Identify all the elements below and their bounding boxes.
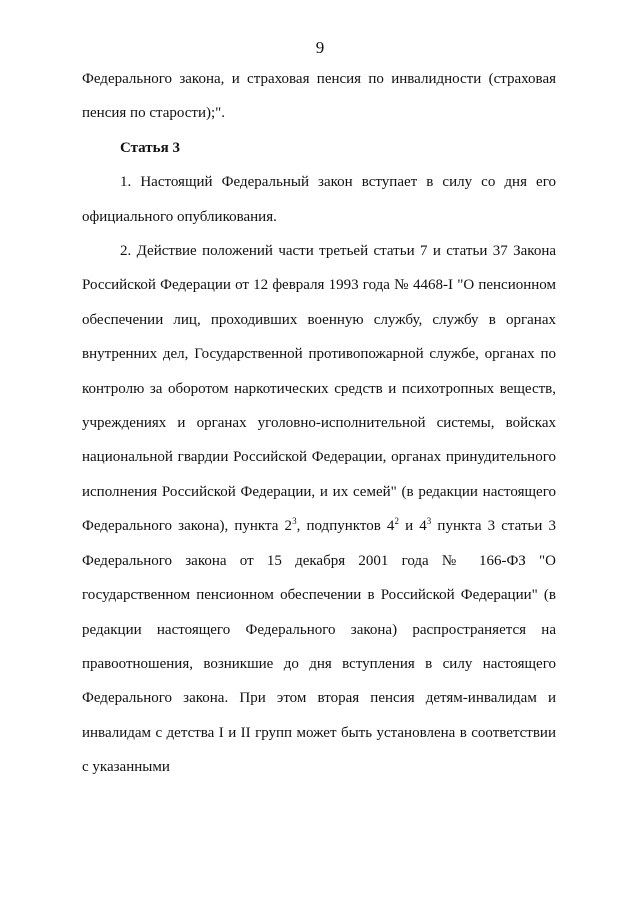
- paragraph-2-text-b: , подпунктов 4: [296, 518, 395, 535]
- paragraph-1: 1. Настоящий Федеральный закон вступает в силу со дня его официального опубликования.: [82, 174, 556, 225]
- paragraph-2-text-c: и 4: [398, 518, 427, 535]
- page-number: 9: [315, 38, 325, 57]
- paragraph-2-text-a: 2. Действие положений части третьей статьи 7 и статьи 37 Закона Российской Федерации от 12 февраля 1993 года № 4468-I "О пенсионном обеспечении лиц, проходивших военную службу, службу в органах внутренних дел, Государственной противопожарной службе, органах по контролю за оборотом наркотических средств и психотропных веществ, учреждениях и органах уголовно-исполнительной системы, войсках национальной гвардии Российской Федерации, органах принудительного исполнения Российской Федерации, и их семей" (в редакции настоящего Федерального закона), пункта 2: [82, 243, 556, 535]
- superscript-3b: 3: [426, 516, 432, 527]
- article-heading: Статья 3: [120, 139, 180, 156]
- paragraph-continuation: Федерального закона, и страховая пенсия по инвалидности (страховая пенсия по старости);".: [82, 71, 556, 122]
- paragraph-2-text-d: пункта 3 статьи 3 Федерального закона от 15 декабря 2001 года № 166-ФЗ "О государственном пенсионном обеспечении в Российской Федерации" (в редакции настоящего Федерального закона) распространяется на правоотношения, возникшие до дня вступления в силу настоящего Федерального закона. При этом вторая пенсия детям-инвалидам и инвалидам с детства I и II групп может быть установлена в соответствии с указанными: [82, 518, 557, 776]
- paragraph-2: [82, 234, 556, 785]
- superscript-3: 3: [292, 516, 297, 527]
- superscript-2: 2: [394, 516, 399, 527]
- document-body: [82, 62, 556, 785]
